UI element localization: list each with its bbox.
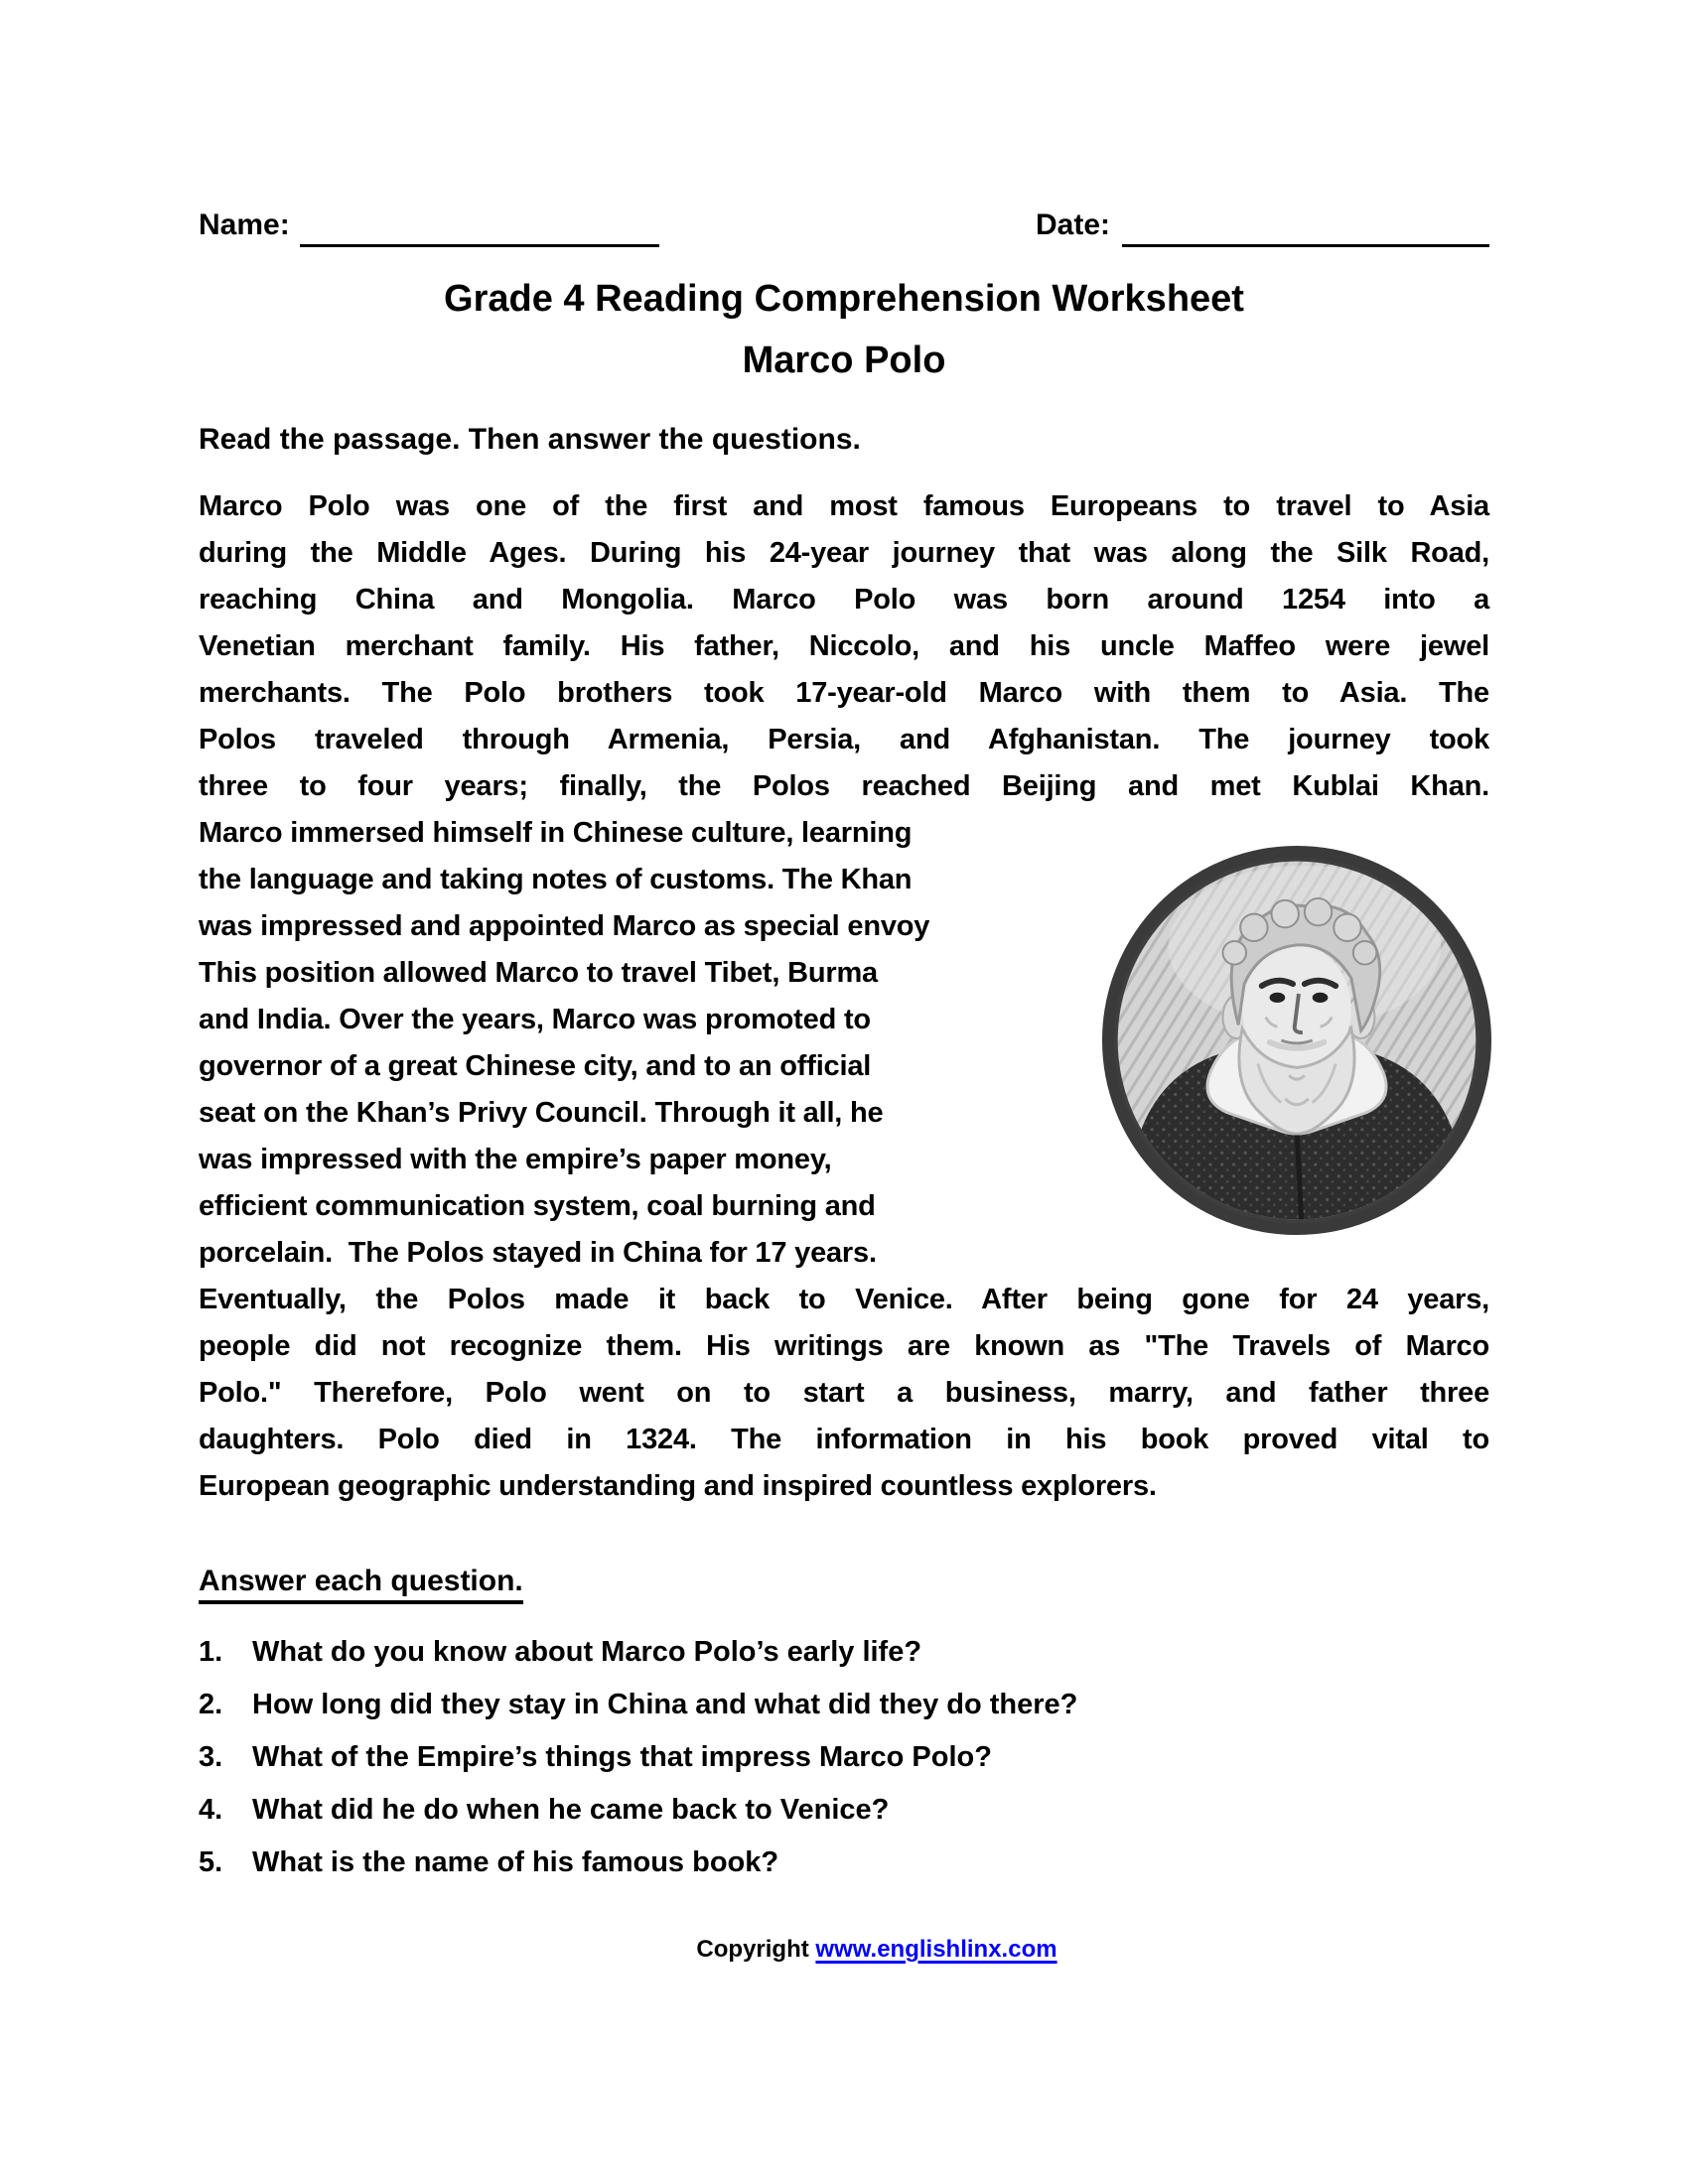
question-number: 3. bbox=[199, 1741, 223, 1773]
passage-line: and India. Over the years, Marco was promoted to bbox=[199, 1004, 871, 1035]
question-item bbox=[199, 1794, 1509, 1827]
question-number: 1. bbox=[199, 1636, 223, 1668]
question-item bbox=[199, 1846, 1509, 1879]
copyright-footer bbox=[0, 1936, 1688, 1964]
passage-line: Eventually, the Polos made it back to Venice. After being gone for 24 years, bbox=[199, 1284, 1489, 1315]
passage-line: the language and taking notes of customs. The Khan bbox=[199, 864, 913, 895]
copyright-label: Copyright bbox=[696, 1936, 809, 1963]
marco-polo-portrait-graphic bbox=[1102, 846, 1491, 1235]
passage-line: Marco Polo was one of the first and most famous Europeans to travel to Asia bbox=[199, 490, 1489, 522]
passage-line: Venetian merchant family. His father, Niccolo, and his uncle Maffeo were jewel bbox=[199, 630, 1489, 662]
passage-line: Marco immersed himself in Chinese culture, learning bbox=[199, 817, 913, 849]
answer-section-heading: Answer each question. bbox=[199, 1565, 523, 1604]
passage-line: Polo." Therefore, Polo went on to start a business, marry, and father three bbox=[199, 1377, 1489, 1409]
passage-line: European geographic understanding and inspired countless explorers. bbox=[199, 1470, 1157, 1502]
marco-polo-portrait-image bbox=[1102, 846, 1491, 1235]
question-text: What of the Empire’s things that impress Marco Polo? bbox=[252, 1741, 992, 1773]
question-item bbox=[199, 1636, 1509, 1669]
passage-line: during the Middle Ages. During his 24-year journey that was along the Silk Road, bbox=[199, 537, 1489, 569]
question-text: What is the name of his famous book? bbox=[252, 1846, 779, 1878]
question-text: What did he do when he came back to Venice? bbox=[252, 1794, 890, 1826]
question-number: 5. bbox=[199, 1846, 223, 1878]
passage-line: merchants. The Polo brothers took 17-year-old Marco with them to Asia. The bbox=[199, 677, 1489, 709]
passage-line: daughters. Polo died in 1324. The information in his book proved vital to bbox=[199, 1424, 1489, 1455]
question-item bbox=[199, 1689, 1509, 1721]
question-text: What do you know about Marco Polo’s early life? bbox=[252, 1636, 922, 1668]
name-blank-line bbox=[300, 210, 659, 247]
passage-line: seat on the Khan’s Privy Council. Through it all, he bbox=[199, 1097, 884, 1129]
passage-line: porcelain. The Polos stayed in China for 17 years. bbox=[199, 1237, 877, 1269]
question-item bbox=[199, 1741, 1509, 1774]
page-title: Grade 4 Reading Comprehension Worksheet bbox=[444, 278, 1244, 320]
question-number: 2. bbox=[199, 1689, 223, 1720]
passage-line: efficient communication system, coal burning and bbox=[199, 1190, 876, 1222]
passage-line: reaching China and Mongolia. Marco Polo was born around 1254 into a bbox=[199, 584, 1489, 615]
passage-line: This position allowed Marco to travel Tibet, Burma bbox=[199, 957, 878, 989]
passage-line: people did not recognize them. His writings are known as "The Travels of Marco bbox=[199, 1330, 1489, 1362]
passage-line: governor of a great Chinese city, and to an official bbox=[199, 1050, 872, 1082]
passage-line: was impressed and appointed Marco as special envoy bbox=[199, 910, 930, 942]
passage-line: three to four years; finally, the Polos reached Beijing and met Kublai Khan. bbox=[199, 770, 1489, 802]
date-label: Date: bbox=[1036, 208, 1111, 241]
question-list bbox=[199, 1636, 1509, 1899]
question-text: How long did they stay in China and what did they do there? bbox=[252, 1689, 1078, 1720]
passage-instruction: Read the passage. Then answer the questions. bbox=[199, 423, 861, 456]
question-number: 4. bbox=[199, 1794, 223, 1826]
passage-line: was impressed with the empire’s paper money, bbox=[199, 1144, 832, 1175]
passage-line: Polos traveled through Armenia, Persia, and Afghanistan. The journey took bbox=[199, 724, 1489, 755]
page-subtitle: Marco Polo bbox=[742, 340, 946, 381]
name-label: Name: bbox=[199, 208, 290, 241]
copyright-link[interactable]: www.englishlinx.com bbox=[815, 1936, 1057, 1963]
date-blank-line bbox=[1122, 210, 1489, 247]
answer-section-heading-wrap bbox=[199, 1565, 523, 1604]
